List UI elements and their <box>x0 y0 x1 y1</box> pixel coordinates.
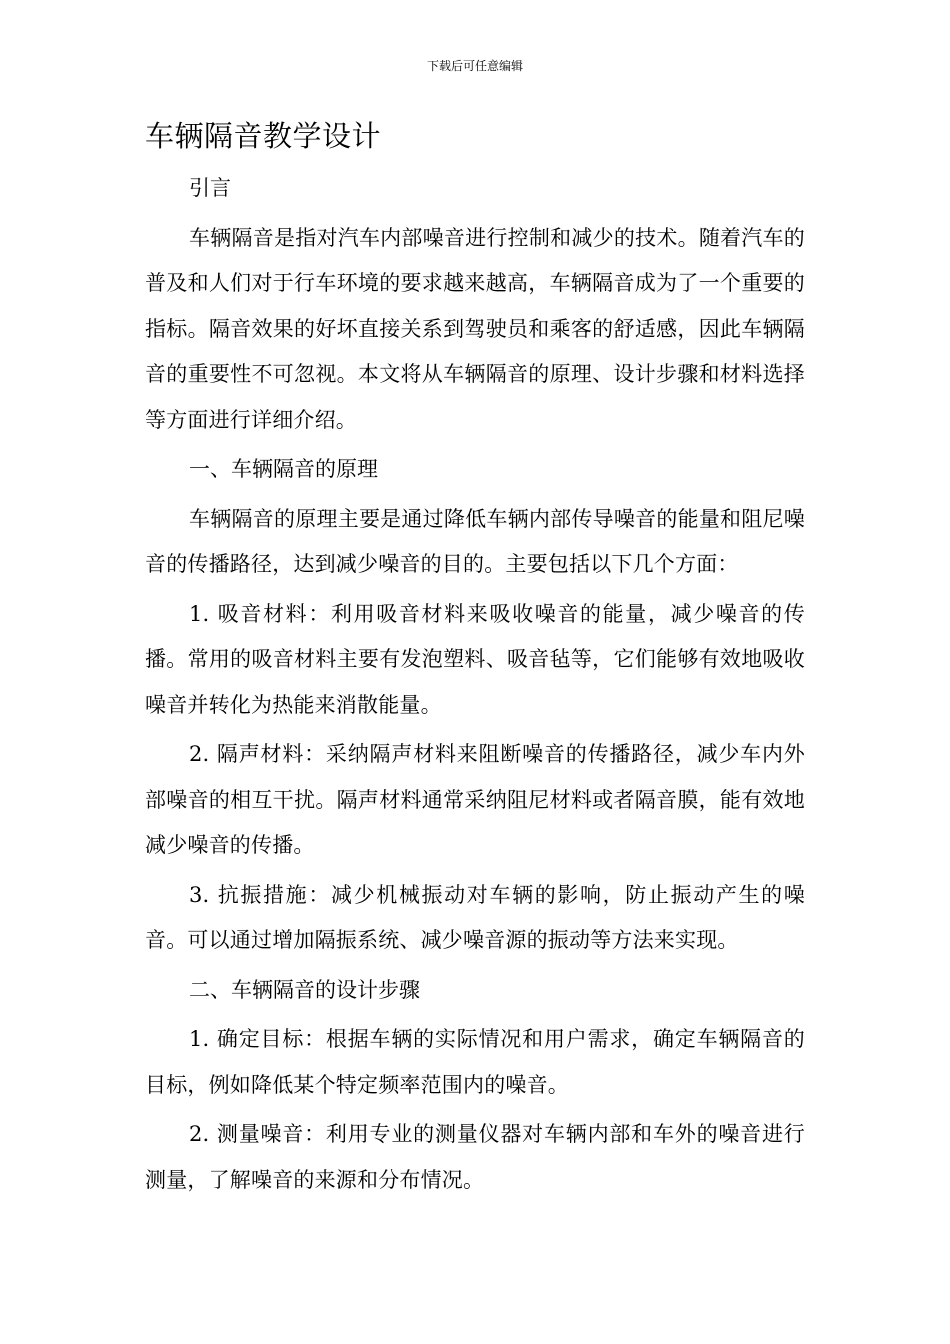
section-heading-design-steps: 二、车辆隔音的设计步骤 <box>189 977 420 1002</box>
document-title: 车辆隔音教学设计 <box>145 119 382 153</box>
paragraph-intro: 车辆隔音是指对汽车内部噪音进行控制和减少的技术。随着汽车的普及和人们对于行车环境的要求越来越高，车辆隔音成为了一个重要的指标。隔音效果的好坏直接关系到驾驶员和乘客的舒适感，因此车辆隔音的重要性不可忽视。本文将从车辆隔音的原理、设计步骤和材料选择等方面进行详细介绍。 <box>145 225 805 432</box>
paragraph-principle: 车辆隔音的原理主要是通过降低车辆内部传导噪音的能量和阻尼噪音的传播路径，达到减少噪音的目的。主要包括以下几个方面： <box>145 506 805 576</box>
document-body <box>145 166 805 1207</box>
section-heading-intro: 引言 <box>189 176 231 200</box>
list-item-anti-vibration: 3. 抗振措施：减少机械振动对车辆的影响，防止振动产生的噪音。可以通过增加隔振系统、减少噪音源的振动等方法来实现。 <box>145 882 805 952</box>
list-item-sound-absorbing: 1. 吸音材料：利用吸音材料来吸收噪音的能量，减少噪音的传播。常用的吸音材料主要有发泡塑料、吸音毡等，它们能够有效地吸收噪音并转化为热能来消散能量。 <box>145 601 805 717</box>
header-note: 下载后可任意编辑 <box>426 59 523 73</box>
list-item-measure-noise: 2. 测量噪音：利用专业的测量仪器对车辆内部和车外的噪音进行测量，了解噪音的来源和分布情况。 <box>145 1122 805 1192</box>
list-item-sound-insulation: 2. 隔声材料：采纳隔声材料来阻断噪音的传播路径，减少车内外部噪音的相互干扰。隔声材料通常采纳阻尼材料或者隔音膜，能有效地减少噪音的传播。 <box>145 742 805 857</box>
section-heading-principle: 一、车辆隔音的原理 <box>189 457 378 481</box>
list-item-determine-goal: 1. 确定目标：根据车辆的实际情况和用户需求，确定车辆隔音的目标，例如降低某个特定频率范围内的噪音。 <box>145 1027 805 1097</box>
